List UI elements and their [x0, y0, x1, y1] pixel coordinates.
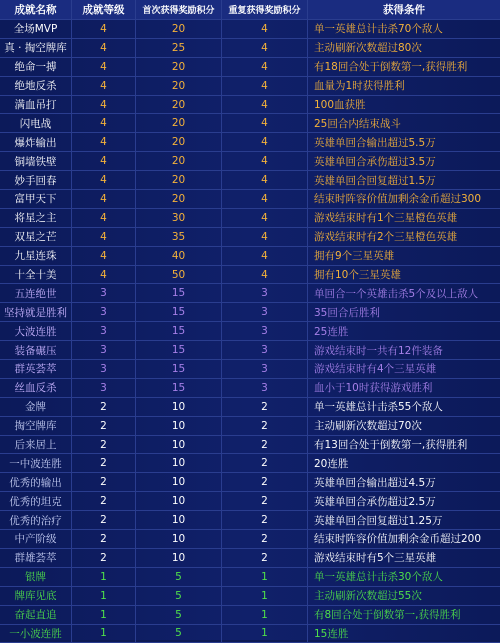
cell-name: 将星之主 — [0, 209, 72, 227]
cell-condition: 主动刷新次数超过55次 — [308, 587, 500, 605]
cell-name: 一小波连胜 — [0, 625, 72, 643]
cell-repeat-reward: 1 — [222, 625, 308, 643]
cell-condition: 游戏结束时有5个三星英雄 — [308, 549, 500, 567]
cell-repeat-reward: 4 — [222, 247, 308, 265]
table-row — [0, 606, 500, 625]
cell-condition: 游戏结束时有4个三星英雄 — [308, 360, 500, 378]
cell-name: 闪电战 — [0, 114, 72, 132]
cell-repeat-reward: 4 — [222, 58, 308, 76]
table-row — [0, 247, 500, 266]
cell-first-reward: 10 — [136, 436, 222, 454]
cell-condition: 有18回合处于倒数第一,获得胜利 — [308, 58, 500, 76]
cell-condition: 游戏结束时有1个三星橙色英雄 — [308, 209, 500, 227]
header-level: 成就等级 — [72, 0, 136, 19]
cell-condition: 单回合一个英雄击杀5个及以上敌人 — [308, 284, 500, 302]
cell-level: 4 — [72, 247, 136, 265]
cell-condition: 英雄单回合承伤超过2.5万 — [308, 492, 500, 510]
cell-name: 群英荟萃 — [0, 360, 72, 378]
cell-level: 2 — [72, 454, 136, 472]
cell-level: 4 — [72, 96, 136, 114]
table-row — [0, 114, 500, 133]
table-row — [0, 228, 500, 247]
table-row — [0, 530, 500, 549]
cell-repeat-reward: 1 — [222, 606, 308, 624]
cell-level: 2 — [72, 398, 136, 416]
table-row — [0, 549, 500, 568]
cell-repeat-reward: 4 — [222, 77, 308, 95]
cell-first-reward: 20 — [136, 133, 222, 151]
cell-first-reward: 15 — [136, 341, 222, 359]
cell-condition: 英雄单回合输出超过5.5万 — [308, 133, 500, 151]
cell-name: 优秀的坦克 — [0, 492, 72, 510]
table-row — [0, 152, 500, 171]
cell-name: 金牌 — [0, 398, 72, 416]
cell-first-reward: 10 — [136, 511, 222, 529]
table-row — [0, 284, 500, 303]
cell-first-reward: 35 — [136, 228, 222, 246]
cell-condition: 拥有10个三星英雄 — [308, 266, 500, 284]
cell-condition: 结束时阵容价值加剩余金币超过300 — [308, 190, 500, 208]
table-row — [0, 436, 500, 455]
cell-condition: 英雄单回合输出超过4.5万 — [308, 473, 500, 491]
cell-level: 2 — [72, 436, 136, 454]
cell-level: 4 — [72, 20, 136, 38]
cell-name: 双星之芒 — [0, 228, 72, 246]
cell-repeat-reward: 4 — [222, 96, 308, 114]
cell-repeat-reward: 4 — [222, 171, 308, 189]
cell-repeat-reward: 4 — [222, 20, 308, 38]
cell-level: 3 — [72, 284, 136, 302]
cell-level: 1 — [72, 606, 136, 624]
cell-name: 牌库见底 — [0, 587, 72, 605]
cell-name: 掏空牌库 — [0, 417, 72, 435]
cell-repeat-reward: 3 — [222, 322, 308, 340]
cell-condition: 单一英雄总计击杀55个敌人 — [308, 398, 500, 416]
cell-level: 4 — [72, 39, 136, 57]
cell-level: 4 — [72, 228, 136, 246]
table-row — [0, 625, 500, 643]
cell-level: 2 — [72, 492, 136, 510]
table-row — [0, 568, 500, 587]
cell-condition: 35回合后胜利 — [308, 303, 500, 321]
table-row — [0, 133, 500, 152]
cell-level: 1 — [72, 587, 136, 605]
cell-condition: 20连胜 — [308, 454, 500, 472]
cell-level: 4 — [72, 190, 136, 208]
table-row — [0, 379, 500, 398]
cell-level: 4 — [72, 266, 136, 284]
cell-level: 4 — [72, 133, 136, 151]
cell-name: 奋起直追 — [0, 606, 72, 624]
cell-first-reward: 5 — [136, 587, 222, 605]
cell-repeat-reward: 2 — [222, 417, 308, 435]
table-row — [0, 511, 500, 530]
cell-name: 绝命一搏 — [0, 58, 72, 76]
table-row — [0, 454, 500, 473]
cell-condition: 血小于10时获得游戏胜利 — [308, 379, 500, 397]
table-header — [0, 0, 500, 20]
table-row — [0, 39, 500, 58]
table-row — [0, 171, 500, 190]
cell-condition: 主动刷新次数超过80次 — [308, 39, 500, 57]
cell-first-reward: 15 — [136, 360, 222, 378]
cell-condition: 有13回合处于倒数第一,获得胜利 — [308, 436, 500, 454]
cell-first-reward: 15 — [136, 322, 222, 340]
cell-repeat-reward: 4 — [222, 209, 308, 227]
cell-first-reward: 20 — [136, 152, 222, 170]
cell-first-reward: 10 — [136, 398, 222, 416]
cell-condition: 100血获胜 — [308, 96, 500, 114]
cell-level: 1 — [72, 625, 136, 643]
cell-repeat-reward: 4 — [222, 152, 308, 170]
table-row — [0, 587, 500, 606]
table-row — [0, 303, 500, 322]
cell-name: 全场MVP — [0, 20, 72, 38]
cell-level: 4 — [72, 209, 136, 227]
cell-repeat-reward: 3 — [222, 360, 308, 378]
cell-level: 2 — [72, 417, 136, 435]
cell-name: 十全十美 — [0, 266, 72, 284]
cell-name: 群雄荟萃 — [0, 549, 72, 567]
cell-level: 3 — [72, 379, 136, 397]
header-name: 成就名称 — [0, 0, 72, 19]
cell-condition: 英雄单回合回复超过1.5万 — [308, 171, 500, 189]
cell-repeat-reward: 4 — [222, 266, 308, 284]
cell-level: 3 — [72, 322, 136, 340]
cell-repeat-reward: 4 — [222, 228, 308, 246]
cell-level: 3 — [72, 303, 136, 321]
cell-repeat-reward: 4 — [222, 133, 308, 151]
cell-level: 3 — [72, 360, 136, 378]
cell-condition: 游戏结束时有2个三星橙色英雄 — [308, 228, 500, 246]
cell-name: 富甲天下 — [0, 190, 72, 208]
cell-repeat-reward: 3 — [222, 303, 308, 321]
cell-first-reward: 20 — [136, 190, 222, 208]
cell-first-reward: 30 — [136, 209, 222, 227]
cell-name: 一中波连胜 — [0, 454, 72, 472]
cell-condition: 结束时阵容价值加剩余金币超过200 — [308, 530, 500, 548]
cell-repeat-reward: 2 — [222, 473, 308, 491]
header-repeat-reward: 重复获得奖励积分 — [222, 0, 308, 19]
cell-first-reward: 40 — [136, 247, 222, 265]
cell-first-reward: 15 — [136, 303, 222, 321]
cell-first-reward: 5 — [136, 568, 222, 586]
table-row — [0, 322, 500, 341]
cell-condition: 游戏结束时一共有12件装备 — [308, 341, 500, 359]
cell-level: 2 — [72, 549, 136, 567]
cell-name: 大波连胜 — [0, 322, 72, 340]
cell-name: 真 · 掏空牌库 — [0, 39, 72, 57]
cell-first-reward: 20 — [136, 96, 222, 114]
cell-name: 满血吊打 — [0, 96, 72, 114]
table-row — [0, 58, 500, 77]
table-row — [0, 473, 500, 492]
cell-name: 丝血反杀 — [0, 379, 72, 397]
cell-repeat-reward: 4 — [222, 114, 308, 132]
cell-condition: 有8回合处于倒数第一,获得胜利 — [308, 606, 500, 624]
cell-level: 2 — [72, 511, 136, 529]
header-first-reward: 首次获得奖励积分 — [136, 0, 222, 19]
cell-name: 银牌 — [0, 568, 72, 586]
cell-first-reward: 20 — [136, 77, 222, 95]
cell-condition: 25连胜 — [308, 322, 500, 340]
cell-repeat-reward: 3 — [222, 379, 308, 397]
cell-name: 中产阶级 — [0, 530, 72, 548]
cell-level: 2 — [72, 473, 136, 491]
cell-condition: 拥有9个三星英雄 — [308, 247, 500, 265]
cell-condition: 15连胜 — [308, 625, 500, 643]
header-condition: 获得条件 — [308, 0, 500, 19]
cell-first-reward: 10 — [136, 454, 222, 472]
cell-first-reward: 20 — [136, 58, 222, 76]
table-body — [0, 20, 500, 643]
cell-repeat-reward: 3 — [222, 284, 308, 302]
cell-level: 4 — [72, 77, 136, 95]
cell-first-reward: 10 — [136, 417, 222, 435]
cell-first-reward: 5 — [136, 606, 222, 624]
cell-first-reward: 50 — [136, 266, 222, 284]
cell-repeat-reward: 2 — [222, 398, 308, 416]
table-row — [0, 341, 500, 360]
cell-first-reward: 10 — [136, 492, 222, 510]
cell-repeat-reward: 2 — [222, 511, 308, 529]
cell-level: 3 — [72, 341, 136, 359]
cell-level: 4 — [72, 58, 136, 76]
cell-name: 绝地反杀 — [0, 77, 72, 95]
cell-name: 爆炸输出 — [0, 133, 72, 151]
cell-repeat-reward: 2 — [222, 454, 308, 472]
cell-name: 装备碾压 — [0, 341, 72, 359]
cell-first-reward: 10 — [136, 549, 222, 567]
table-row — [0, 190, 500, 209]
table-row — [0, 360, 500, 379]
table-row — [0, 266, 500, 285]
cell-name: 九星连珠 — [0, 247, 72, 265]
cell-first-reward: 5 — [136, 625, 222, 643]
cell-condition: 英雄单回合回复超过1.25万 — [308, 511, 500, 529]
cell-level: 1 — [72, 568, 136, 586]
cell-condition: 血量为1时获得胜利 — [308, 77, 500, 95]
table-row — [0, 398, 500, 417]
table-row — [0, 96, 500, 115]
table-row — [0, 209, 500, 228]
cell-name: 优秀的治疗 — [0, 511, 72, 529]
cell-first-reward: 20 — [136, 171, 222, 189]
cell-name: 坚持就是胜利 — [0, 303, 72, 321]
cell-level: 4 — [72, 171, 136, 189]
cell-level: 4 — [72, 114, 136, 132]
cell-condition: 主动刷新次数超过70次 — [308, 417, 500, 435]
cell-name: 妙手回春 — [0, 171, 72, 189]
table-row — [0, 20, 500, 39]
table-row — [0, 492, 500, 511]
cell-repeat-reward: 4 — [222, 190, 308, 208]
cell-condition: 单一英雄总计击杀30个敌人 — [308, 568, 500, 586]
cell-repeat-reward: 1 — [222, 587, 308, 605]
cell-first-reward: 20 — [136, 114, 222, 132]
cell-level: 4 — [72, 152, 136, 170]
cell-repeat-reward: 1 — [222, 568, 308, 586]
cell-first-reward: 15 — [136, 379, 222, 397]
cell-repeat-reward: 4 — [222, 39, 308, 57]
cell-repeat-reward: 2 — [222, 436, 308, 454]
cell-first-reward: 10 — [136, 473, 222, 491]
cell-condition: 英雄单回合承伤超过3.5万 — [308, 152, 500, 170]
cell-repeat-reward: 2 — [222, 549, 308, 567]
table-row — [0, 77, 500, 96]
cell-name: 优秀的输出 — [0, 473, 72, 491]
cell-repeat-reward: 3 — [222, 341, 308, 359]
cell-condition: 单一英雄总计击杀70个敌人 — [308, 20, 500, 38]
cell-condition: 25回合内结束战斗 — [308, 114, 500, 132]
table-row — [0, 417, 500, 436]
cell-level: 2 — [72, 530, 136, 548]
cell-repeat-reward: 2 — [222, 530, 308, 548]
cell-repeat-reward: 2 — [222, 492, 308, 510]
cell-name: 后来居上 — [0, 436, 72, 454]
cell-first-reward: 25 — [136, 39, 222, 57]
cell-first-reward: 20 — [136, 20, 222, 38]
cell-name: 铜墙铁壁 — [0, 152, 72, 170]
cell-first-reward: 15 — [136, 284, 222, 302]
cell-first-reward: 10 — [136, 530, 222, 548]
cell-name: 五连绝世 — [0, 284, 72, 302]
